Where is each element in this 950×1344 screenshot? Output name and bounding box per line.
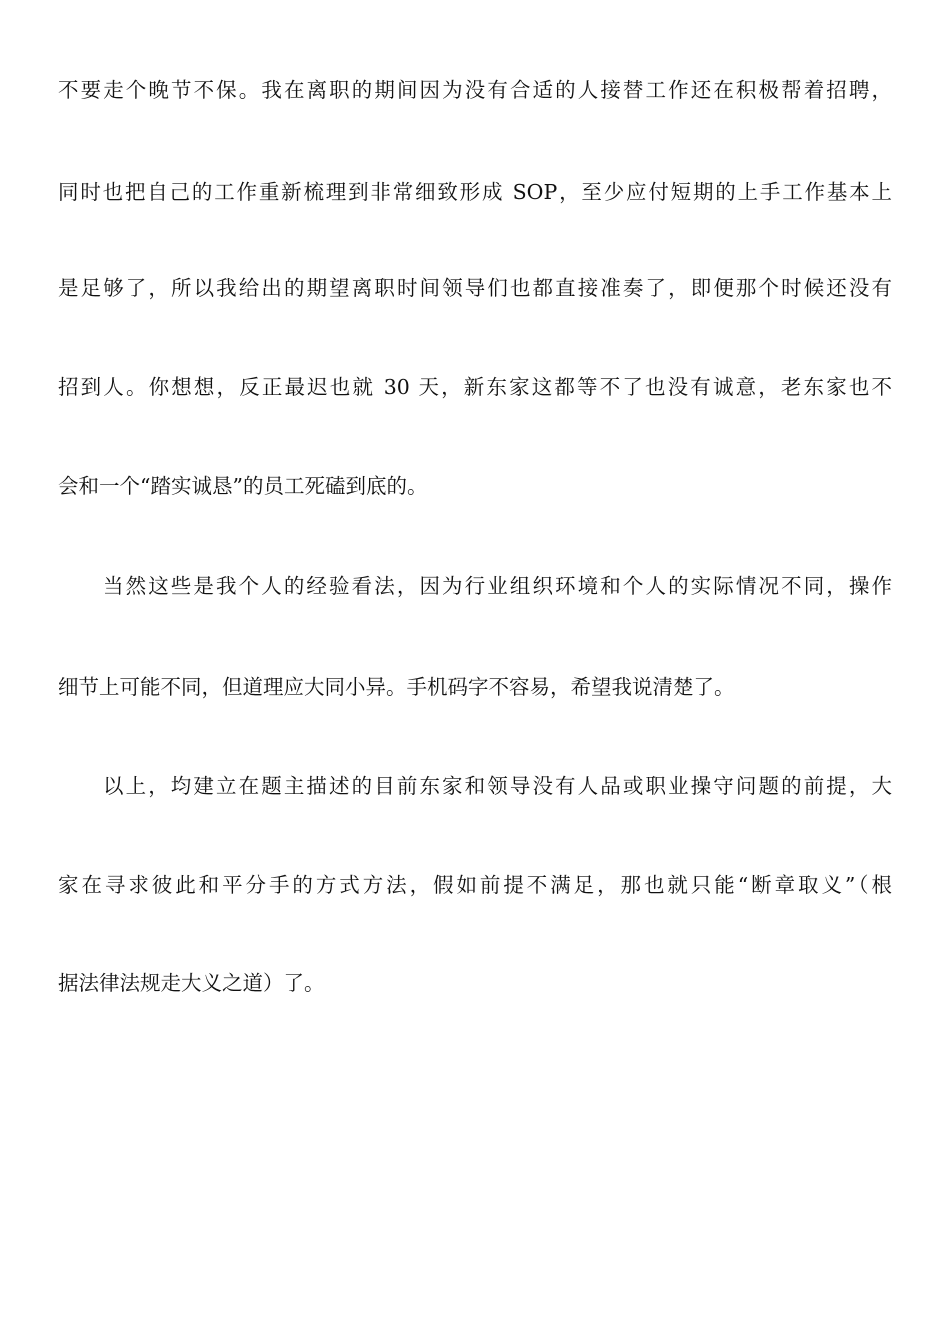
paragraph-1-line-1: 不要走个晚节不保。我在离职的期间因为没有合适的人接替工作还在积极帮着招聘， <box>58 78 892 102</box>
paragraph-2-line-1: 当然这些是我个人的经验看法，因为行业组织环境和个人的实际情况不同，操作 <box>103 574 892 598</box>
paragraph-3-line-3: 据法律法规走大义之道）了。 <box>58 971 325 995</box>
paragraph-1-line-4: 招到人。你想想，反正最迟也就 30 天，新东家这都等不了也没有诚意，老东家也不 <box>58 375 892 399</box>
paragraph-1-line-5: 会和一个“踏实诚恳”的员工死磕到底的。 <box>58 474 428 498</box>
paragraph-3-line-2: 家在寻求彼此和平分手的方式方法，假如前提不满足，那也就只能“断章取义”（根 <box>58 873 892 897</box>
paragraph-1-line-3: 是足够了，所以我给出的期望离职时间领导们也都直接准奏了，即便那个时候还没有 <box>58 276 892 300</box>
paragraph-2-line-2: 细节上可能不同，但道理应大同小异。手机码字不容易，希望我说清楚了。 <box>58 675 735 699</box>
paragraph-3-line-1: 以上，均建立在题主描述的目前东家和领导没有人品或职业操守问题的前提，大 <box>103 774 892 798</box>
paragraph-1-line-2: 同时也把自己的工作重新梳理到非常细致形成 SOP，至少应付短期的上手工作基本上 <box>58 180 892 204</box>
